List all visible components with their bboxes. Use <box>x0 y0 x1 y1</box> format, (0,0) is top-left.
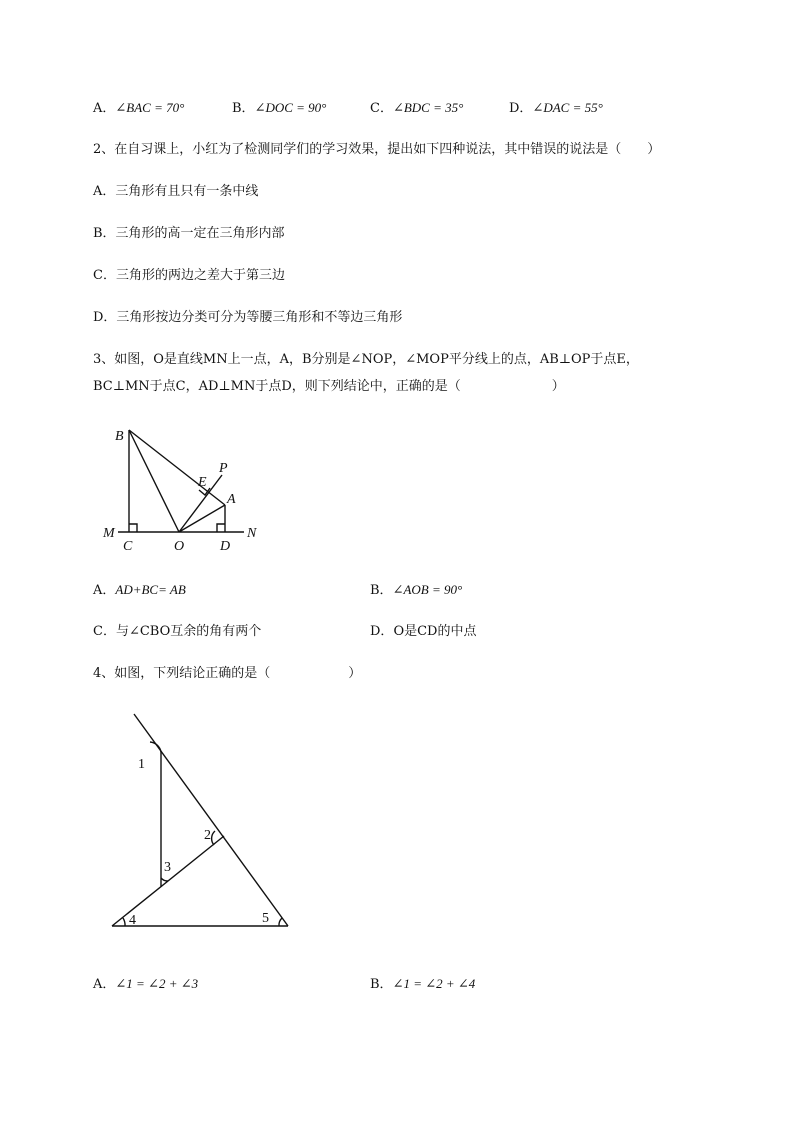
angle-label-5: 5 <box>262 911 269 926</box>
angle-label-2: 2 <box>204 828 211 843</box>
option-letter: D． <box>370 624 394 639</box>
angle-label-1: 1 <box>138 757 145 772</box>
q4-option-a <box>93 974 198 995</box>
option-letter: D． <box>509 101 533 116</box>
q1-option-b <box>232 98 326 119</box>
option-letter: C． <box>370 101 393 116</box>
arc-angle-4 <box>123 918 125 926</box>
label-n: N <box>247 526 257 541</box>
option-letter: B． <box>370 977 393 992</box>
option-letter: A． <box>93 977 116 992</box>
angle-label-3: 3 <box>164 860 171 875</box>
label-o: O <box>174 539 185 554</box>
right-angle-e <box>199 488 210 495</box>
label-p: P <box>219 461 228 476</box>
segment-ba <box>129 430 225 505</box>
angle-label-4: 4 <box>129 913 136 928</box>
option-text: ∠DOC = 90° <box>254 100 327 115</box>
option-letter: C． <box>93 624 116 639</box>
q1-option-c <box>370 98 463 119</box>
segment-oa <box>179 505 225 532</box>
option-text: ∠BDC = 35° <box>392 100 464 115</box>
right-angle-c <box>129 524 137 532</box>
arc-angle-3 <box>161 878 168 881</box>
q2-option-d: D．三角形按边分类可分为等腰三角形和不等边三角形 <box>93 310 403 325</box>
option-text: ∠DAC = 55° <box>532 100 603 115</box>
q2-option-a: A．三角形有且只有一条中线 <box>93 184 259 199</box>
q4-stem: 4、如图，下列结论正确的是（ ） <box>93 666 362 681</box>
inner-segment <box>112 836 224 926</box>
label-c: C <box>123 539 133 554</box>
option-text: AD+BC= AB <box>115 582 186 597</box>
q3-option-a <box>93 580 186 601</box>
main-transversal <box>134 714 288 926</box>
option-letter: B． <box>232 101 255 116</box>
label-m: M <box>103 526 115 541</box>
label-a: A <box>227 492 236 507</box>
q1-option-a <box>93 98 184 119</box>
arc-angle-2 <box>212 831 215 845</box>
q2-option-c: C．三角形的两边之差大于第三边 <box>93 268 285 283</box>
option-letter: A． <box>93 583 116 598</box>
option-text: 与∠CBO互余的角有两个 <box>115 624 262 639</box>
q3-option-c <box>93 622 261 642</box>
q3-option-d <box>370 622 476 642</box>
q2-stem: 2、在自习课上，小红为了检测同学们的学习效果，提出如下四种说法，其中错误的说法是（ ） <box>93 142 661 157</box>
option-text: ∠AOB = 90° <box>392 582 463 597</box>
q3-option-b <box>370 580 462 601</box>
ray-op <box>179 475 222 532</box>
label-b: B <box>115 429 124 444</box>
option-text: ∠BAC = 70° <box>115 100 185 115</box>
option-text: ∠1 = ∠2 + ∠3 <box>115 976 199 991</box>
arc-angle-1 <box>150 742 161 752</box>
q1-option-d <box>509 98 603 119</box>
arc-angle-5 <box>279 918 282 926</box>
q3-stem-line1: 3、如图，O是直线MN上一点，A，B分别是∠NOP，∠MOP平分线上的点，AB⊥OP于点E， <box>93 352 639 367</box>
label-e: E <box>198 475 207 490</box>
q4-option-b <box>370 974 475 995</box>
right-angle-d <box>217 524 225 532</box>
option-letter: B． <box>370 583 393 598</box>
option-text: ∠1 = ∠2 + ∠4 <box>392 976 476 991</box>
option-letter: A． <box>93 101 116 116</box>
label-d: D <box>220 539 231 554</box>
segment-bo <box>129 430 179 532</box>
q2-option-b: B．三角形的高一定在三角形内部 <box>93 226 285 241</box>
option-text: O是CD的中点 <box>393 624 477 639</box>
q3-stem-line2: BC⊥MN于点C，AD⊥MN于点D，则下列结论中，正确的是（ ） <box>93 379 565 394</box>
